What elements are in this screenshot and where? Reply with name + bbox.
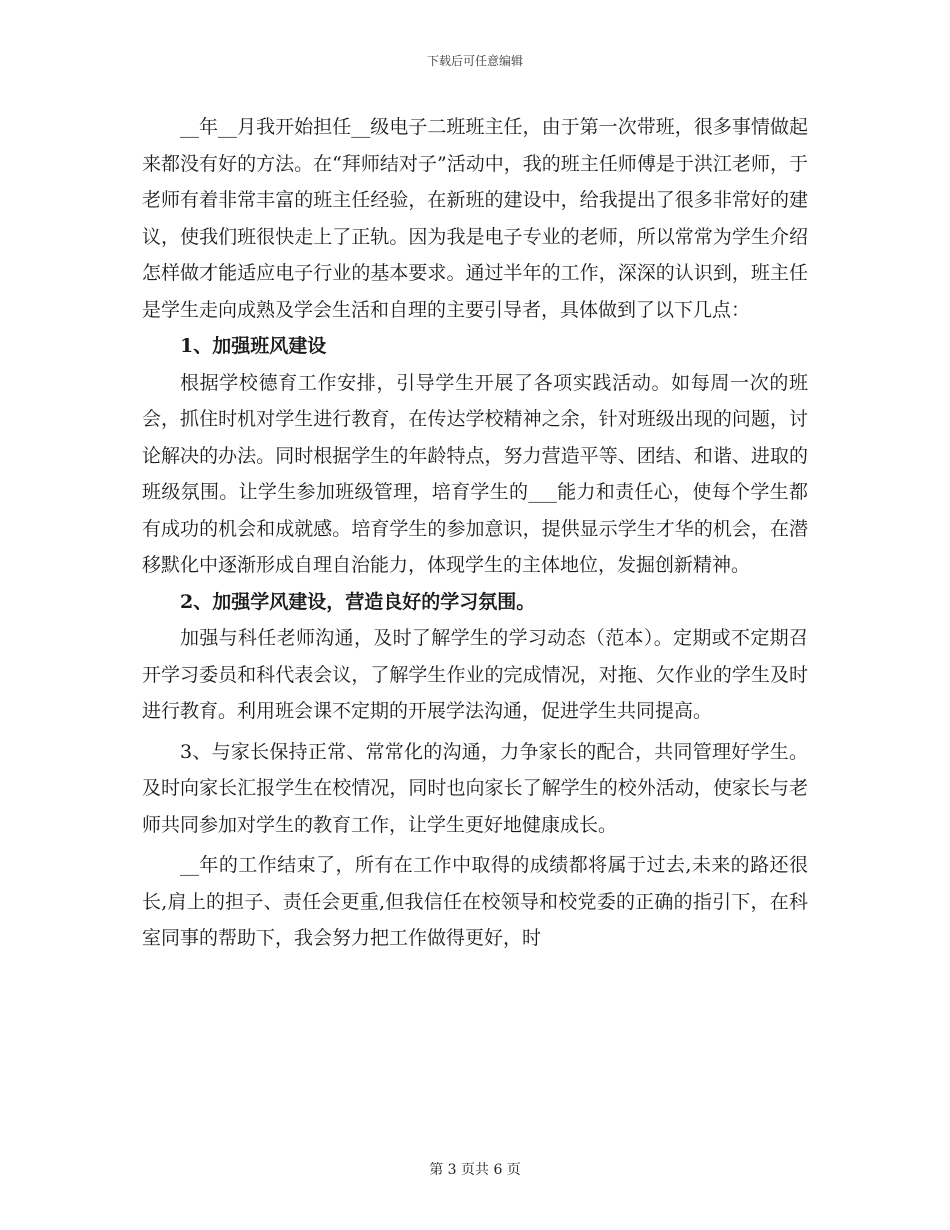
intro-paragraph: __年__月我开始担任__级电子二班班主任，由于第一次带班，很多事情做起来都没有好的方法。在“拜师结对子”活动中，我的班主任师傅是于洪江老师，于老师有着非常丰富的班主任经验，在新班的建设中，给我提出了很多非常好的建议，使我们班很快走上了正轨。因为我是电子专业的老师，所以常常为学生介绍怎样做才能适应电子行业的基本要求。通过半年的工作，深深的认识到，班主任是学生走向成熟及学会生活和自理的主要引导者，具体做到了以下几点： <box>142 116 808 321</box>
page-number: 第 3 页共 6 页 <box>429 1162 521 1178</box>
parent-communication-paragraph: 3、与家长保持正常、常常化的沟通，力争家长的配合，共同管理好学生。及时向家长汇报学生在校情况，同时也向家长了解学生的校外活动，使家长与老师共同参加对学生的教育工作，让学生更好地健康成长。 <box>142 740 808 836</box>
closing-paragraph: __年的工作结束了，所有在工作中取得的成绩都将属于过去,未来的路还很长,肩上的担子、责任会更重,但我信任在校领导和校党委的正确的指引下，在科室同事的帮助下，我会努力把工作做得更好，时 <box>142 854 808 949</box>
section-heading-class-style: 1、加强班风建设 <box>180 335 327 357</box>
study-style-paragraph: 加强与科任老师沟通，及时了解学生的学习动态（范本）。定期或不定期召开学习委员和科代表会议，了解学生作业的完成情况，对拖、欠作业的学生及时进行教育。利用班会课不定期的开展学法沟通，促进学生共同提高。 <box>142 627 808 722</box>
document-body <box>142 109 808 957</box>
page-header: 下载后可任意编辑 <box>426 54 523 68</box>
class-style-paragraph: 根据学校德育工作安排，引导学生开展了各项实践活动。如每周一次的班会，抓住时机对学生进行教育，在传达学校精神之余，针对班级出现的问题，讨论解决的办法。同时根据学生的年龄特点，努力营造平等、团结、和谐、进取的班级氛围。让学生参加班级管理，培育学生的___能力和责任心，使每个学生都有成功的机会和成就感。培育学生的参加意识，提供显示学生才华的机会，在潜移默化中逐渐形成自理自治能力，体现学生的主体地位，发掘创新精神。 <box>142 371 808 576</box>
section-heading-study-style: 2、加强学风建设，营造良好的学习氛围。 <box>180 590 536 613</box>
